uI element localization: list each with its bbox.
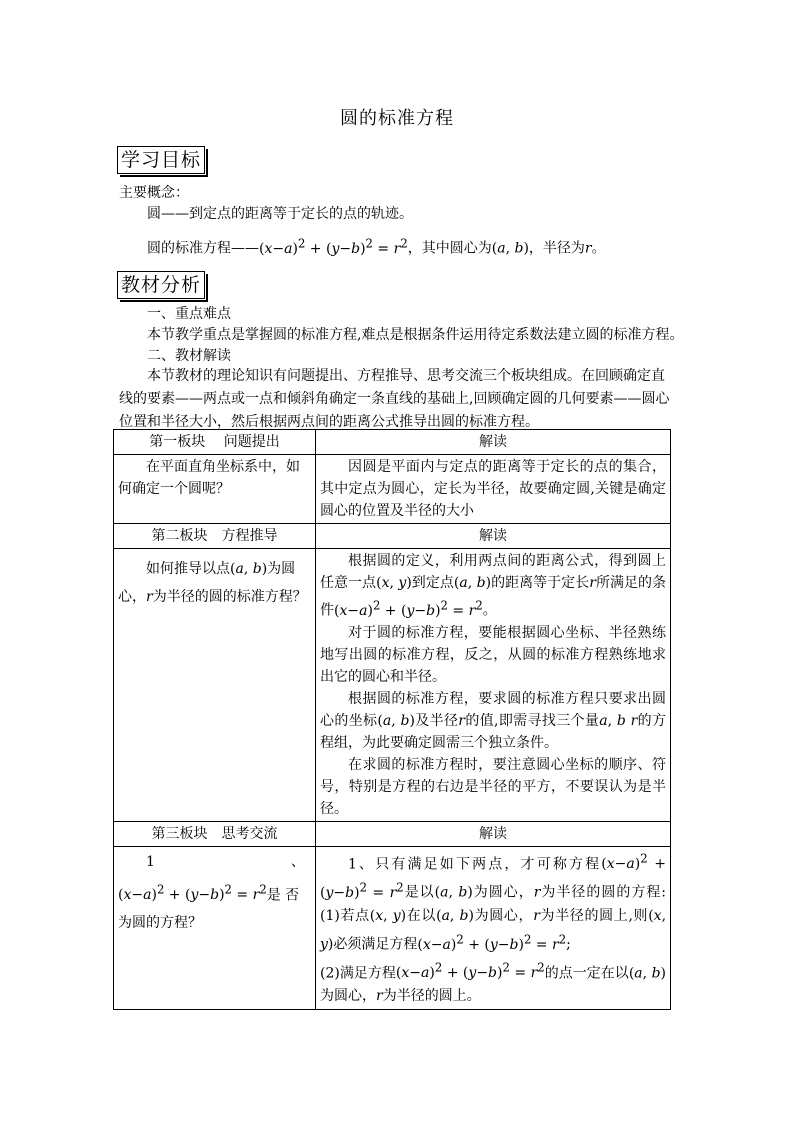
block3-question-num [118, 848, 311, 876]
text-fragment: (1)若点 [320, 907, 370, 924]
text-fragment: 所满足的条件 [320, 575, 667, 619]
radius-symbol: r [146, 589, 153, 605]
equation-mid: ，其中圆心为 [407, 240, 492, 257]
page-title: 圆的标准方程 [340, 108, 454, 129]
block1-header-left: 第一板块 问题提出 [114, 430, 316, 455]
text-fragment: 为圆心， [473, 907, 534, 924]
radius-symbol: r [533, 884, 541, 901]
block3-answer-para1 [320, 848, 666, 957]
circle-definition: 圆——到定点的距离等于定长的点的轨迹。 [147, 206, 413, 222]
text-fragment: 的值,即需寻找三个量 [465, 712, 600, 729]
block2-answer-para3 [320, 688, 666, 754]
item-key-points: 一、重点难点 [147, 306, 231, 322]
text-fragment: 为圆心， [472, 884, 534, 901]
text-fragment: 的距离等于定长 [491, 575, 590, 591]
text-fragment: 在以 [406, 907, 437, 924]
center-coord: (a, b) [434, 884, 473, 901]
equation-formula: $(x-a)^2 + (y-b)^2 = r^2$ [320, 851, 666, 901]
equation-formula: $(x-a)^2 + (y-b)^2 = r^2$ [118, 882, 267, 904]
block2-header-right: 解读 [316, 524, 671, 549]
table-row [114, 821, 671, 846]
block1-answer: 因圆是平面内与定点的距离等于定长的点的集合，其中定点为圆心，定长为半径，故要确定圆,关键是确定圆心的位置及半径的大小 [316, 455, 671, 524]
center-coord: (a, b) [377, 712, 415, 729]
point-coord: (x, y) [376, 575, 412, 591]
text-fragment: 根据圆的标准方程，要求圆的标准方程只要求出圆心的坐标 [320, 690, 666, 729]
table-row [114, 549, 671, 822]
text-fragment: 根据圆的定义，利用两点间的距离公式，得到圆上任意一点 [320, 553, 666, 591]
block1-question: 在平面直角坐标系中，如何确定一个圆呢？ [114, 455, 316, 524]
text-fragment: 为圆心， [320, 988, 376, 1005]
section-heading-learning-goals: 学习目标 [117, 146, 205, 174]
block2-question-part: 为半径的圆的标准方程？ [152, 589, 307, 605]
block2-answer-para2: 对于圆的标准方程，要能根据圆心坐标、半径熟练地写出圆的标准方程，反之，从圆的标准方程熟练地求出它的圆心和半径。 [320, 624, 666, 685]
text-fragment: 为半径的圆的方程: [540, 884, 667, 901]
center-coord: (a, b) [230, 561, 268, 577]
block3-answer [316, 846, 671, 1010]
equation-formula: $(x-a)^2 + (y-b)^2 = r^2$ [259, 236, 408, 257]
equation-formula: $(x-a)^2 + (y-b)^2 = r^2$ [334, 598, 483, 619]
text-fragment: 为半径的圆上,则 [539, 907, 649, 924]
equation-formula: $(x-a)^2 + (y-b)^2 = r^2$ [417, 931, 567, 953]
text-fragment: 的点一定在以 [544, 965, 629, 982]
block2-answer-para1 [320, 550, 666, 622]
standard-equation-line [147, 234, 606, 258]
text-fragment: ; [566, 936, 571, 953]
radius-symbol: r [584, 240, 592, 257]
block2-answer-para4: 在求圆的标准方程时，要注意圆心坐标的顺序、符号，特别是方程的右边是半径的平方，不要误认为是半径。 [320, 756, 666, 817]
text-fragment: 及半径 [414, 712, 459, 729]
block1-header-right: 解读 [316, 430, 671, 455]
variables: a, b r [599, 712, 638, 729]
text-fragment: (2)满足方程 [320, 965, 396, 982]
block2-header-left: 第二板块 方程推导 [114, 524, 316, 549]
block2-question [114, 549, 316, 822]
section-heading-textbook-analysis: 教材分析 [117, 271, 205, 299]
block3-header-left: 第三板块 思考交流 [114, 821, 316, 846]
equation-prefix: 圆的标准方程—— [147, 240, 259, 257]
table-row [114, 430, 671, 455]
radius-symbol: r [376, 988, 383, 1005]
item-textbook-reading-text: 本节教材的理论知识有问题提出、方程推导、思考交流三个板块组成。在回顾确定直线的要素——两点或一点和倾斜角确定一条直线的基础上,回顾确定圆的几何要素——圆心位置和半径大小，然后根据两点间的距离公式推导出圆的标准方程。 [119, 368, 670, 430]
block3-answer-para2 [320, 957, 666, 1009]
center-coord: (a, b) [628, 965, 666, 982]
point-coord: (x, y) [320, 907, 667, 953]
equation-suffix: ，半径为 [528, 240, 585, 257]
radius-symbol: r [589, 575, 596, 591]
point-coord: (x, y) [369, 907, 407, 924]
center-coord: (a, b) [436, 907, 474, 924]
center-coord: (a, b) [491, 240, 529, 257]
text-fragment: 是以 [403, 884, 435, 901]
block3-header-right: 解读 [316, 821, 671, 846]
item-textbook-reading: 二、教材解读 [147, 348, 231, 364]
table-row [114, 846, 671, 1010]
block2-question-part: 如何推导以点 [146, 561, 230, 577]
item-key-points-text: 本节教学重点是掌握圆的标准方程,难点是根据条件运用待定系数法建立圆的标准方程。 [147, 327, 684, 343]
equation-end: 。 [591, 240, 606, 257]
text-fragment: 。 [482, 602, 497, 619]
block2-question-part: 为圆心， [118, 561, 296, 605]
text-fragment: 为半径的圆上。 [382, 988, 481, 1005]
text-fragment: 到定点 [411, 575, 454, 591]
radius-symbol: r [458, 712, 465, 729]
text-fragment: 是 否为圆的方程？ [118, 887, 300, 932]
main-concepts-label: 主要概念： [119, 185, 189, 201]
equation-formula: $(x-a)^2 + (y-b)^2 = r^2$ [395, 960, 545, 982]
table-row [114, 455, 671, 524]
analysis-table [113, 429, 671, 1010]
block2-answer [316, 549, 671, 822]
text-fragment: 的方程组，为此要确定圆需三个独立条件。 [320, 712, 667, 751]
block3-question-body [118, 876, 311, 938]
block3-question [114, 846, 316, 1010]
text-fragment: 1 [146, 853, 155, 870]
text-fragment: 、 [291, 853, 305, 870]
radius-symbol: r [533, 907, 540, 924]
table-row [114, 524, 671, 549]
text-fragment: 必须满足方程 [333, 936, 418, 953]
text-fragment: 1、只有满足如下两点，才可称方程 [348, 856, 602, 873]
center-coord: (a, b) [453, 575, 492, 591]
